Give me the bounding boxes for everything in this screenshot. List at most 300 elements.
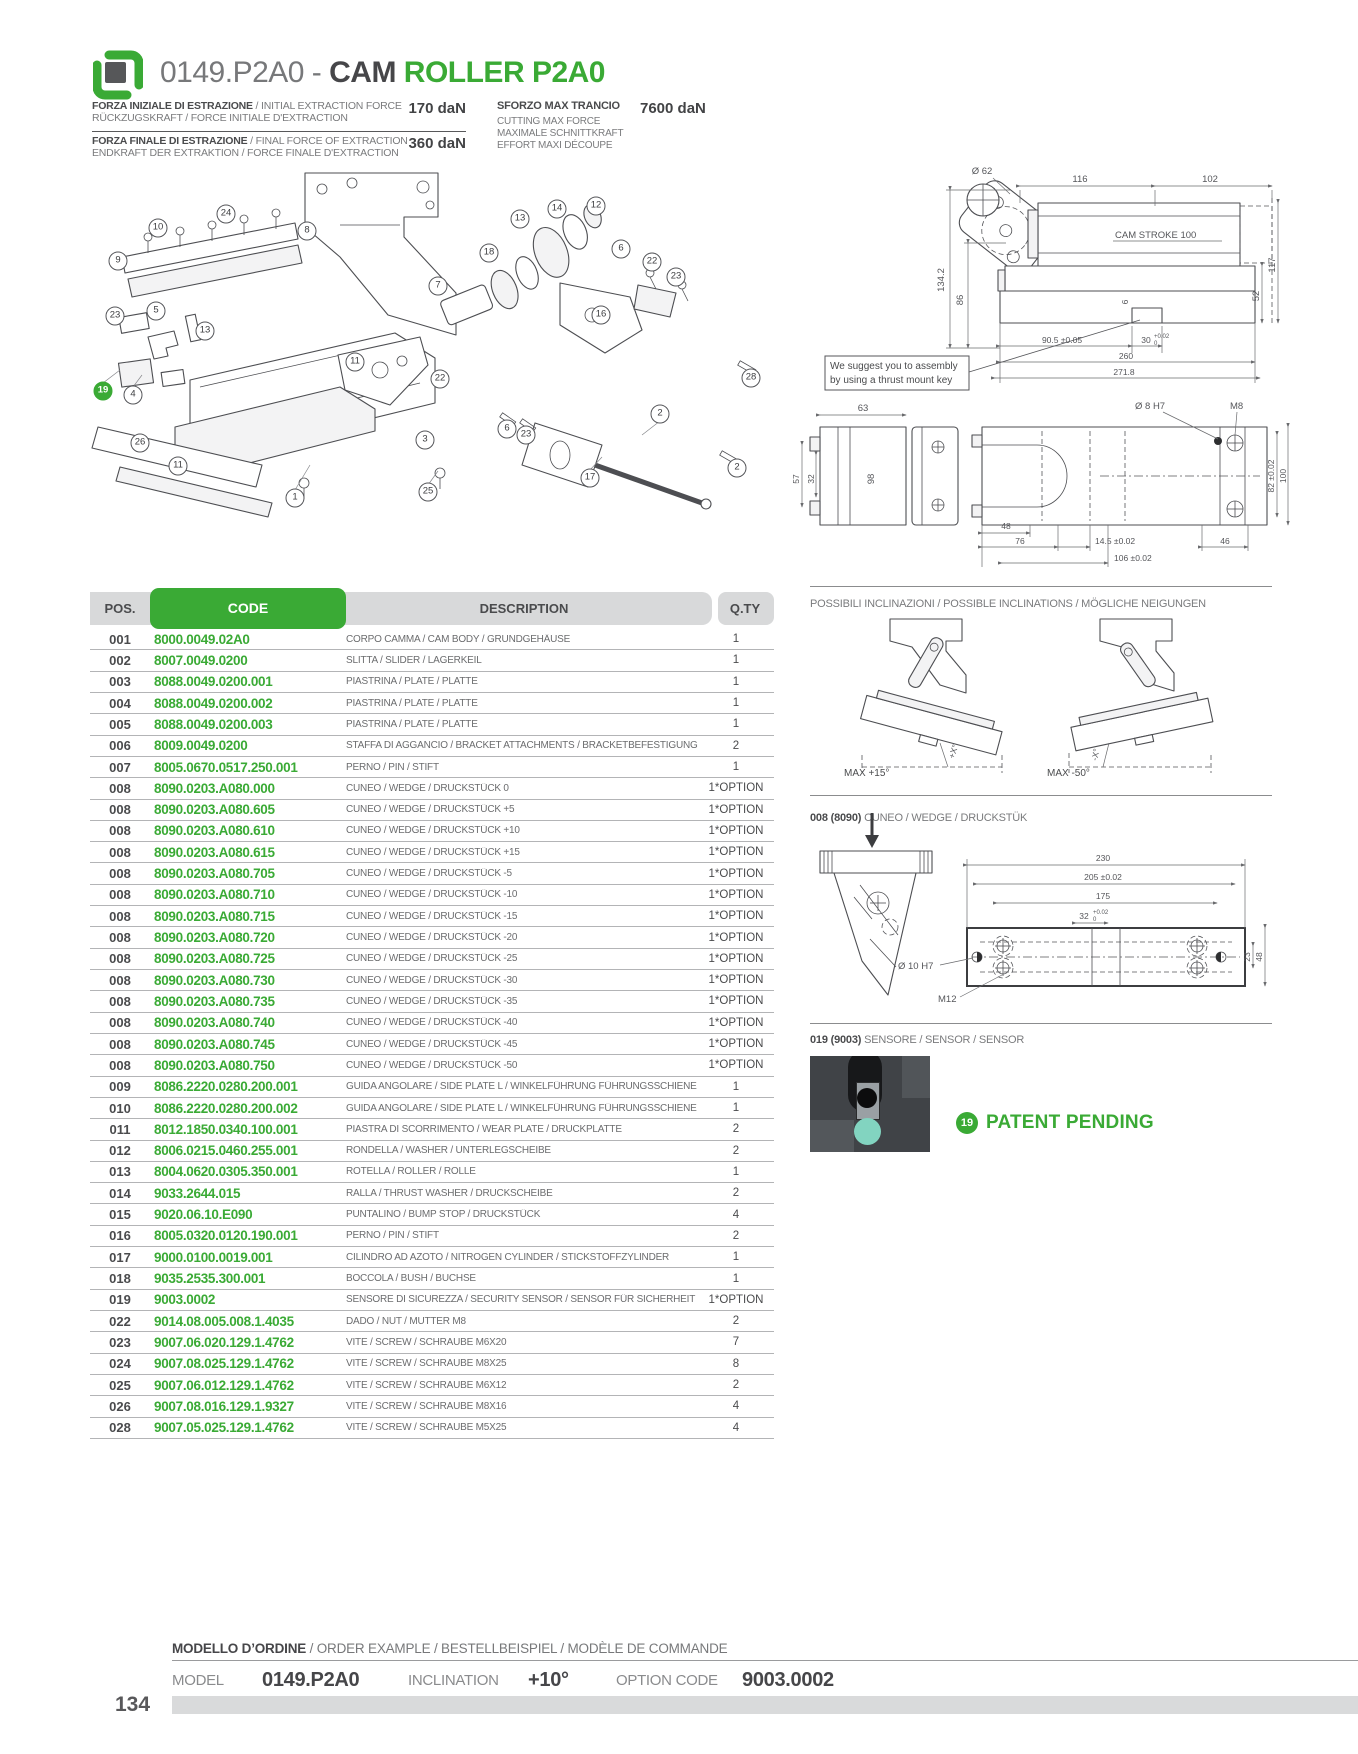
- cell-pos: 016: [109, 1228, 131, 1244]
- cell-qty: 2: [732, 1144, 740, 1157]
- dim-76: 76: [1015, 536, 1025, 546]
- cell-qty: 4: [732, 1400, 740, 1413]
- spec-final-it: FORZA FINALE DI ESTRAZIONE: [92, 135, 248, 147]
- cell-code: 8090.0203.A080.730: [154, 972, 275, 988]
- angle-plus-label: +X°: [946, 743, 961, 760]
- cell-qty: 1*OPTION: [708, 974, 764, 987]
- table-row: [90, 1396, 774, 1417]
- col-header-code: CODE: [150, 588, 346, 629]
- table-row: [90, 800, 774, 821]
- table-row: [90, 1354, 774, 1375]
- table-row: [90, 863, 774, 884]
- cell-pos: 018: [109, 1271, 131, 1287]
- brand-logo-icon: [93, 50, 143, 100]
- cell-qty: 8: [732, 1357, 740, 1370]
- dim-205: 205 ±0.02: [1084, 872, 1122, 882]
- cell-qty: 2: [732, 739, 740, 752]
- cell-pos: 007: [109, 759, 131, 775]
- cell-pos: 008: [109, 844, 131, 860]
- cell-code: 8000.0049.02A0: [154, 631, 250, 647]
- cell-description: BOCCOLA / BUSH / BUCHSE: [346, 1273, 476, 1285]
- max-plus-label: MAX +15°: [844, 768, 890, 779]
- table-row: [90, 1034, 774, 1055]
- exploded-view-diagram: [90, 165, 780, 585]
- part-balloon-2: 2: [651, 405, 670, 424]
- cell-qty: 7: [732, 1336, 740, 1349]
- part-balloon-3: 3: [416, 431, 435, 450]
- dim-260: 260: [1118, 351, 1134, 361]
- wedge-title-bold: 008 (8090): [810, 812, 862, 824]
- spec-initial-l2: RÜCKZUGSKRAFT / FORCE INITIALE D'EXTRACTION: [92, 112, 348, 124]
- cell-pos: 008: [109, 951, 131, 967]
- cell-code: 9003.0002: [154, 1292, 216, 1308]
- dim-32w: 32: [1079, 911, 1089, 921]
- cell-code: 8088.0049.0200.001: [154, 674, 273, 690]
- cell-description: CILINDRO AD AZOTO / NITROGEN CYLINDER / STICKSTOFFZYLINDER: [346, 1251, 670, 1263]
- dim-57: 57: [791, 474, 801, 484]
- part-balloon-1: 1: [286, 489, 305, 508]
- cell-code: 8090.0203.A080.720: [154, 930, 275, 946]
- cell-pos: 026: [109, 1398, 131, 1414]
- cell-pos: 012: [109, 1143, 131, 1159]
- cell-description: VITE / SCREW / SCHRAUBE M8X16: [346, 1400, 507, 1412]
- cell-pos: 017: [109, 1249, 131, 1265]
- cell-qty: 1: [732, 675, 740, 688]
- part-balloon-13: 13: [511, 210, 530, 229]
- cell-qty: 1*OPTION: [708, 824, 764, 837]
- dim-106: 106 ±0.02: [1114, 553, 1152, 563]
- table-row: [90, 629, 774, 650]
- cell-code: 8007.0049.0200: [154, 652, 248, 668]
- cell-pos: 008: [109, 1057, 131, 1073]
- cell-description: VITE / SCREW / SCHRAUBE M6X12: [346, 1379, 507, 1391]
- col-header-description: DESCRIPTION: [479, 601, 569, 616]
- order-example-title: [172, 1641, 727, 1656]
- sensor-marker-dot: [854, 1118, 881, 1145]
- wedge-title-rest: CUNEO / WEDGE / DRUCKSTÜK: [861, 812, 1028, 824]
- table-row: [90, 736, 774, 757]
- spec-initial-en: / INITIAL EXTRACTION FORCE: [252, 100, 402, 112]
- part-balloon-14: 14: [548, 200, 567, 219]
- cell-description: CUNEO / WEDGE / DRUCKSTÜCK +15: [346, 846, 520, 858]
- cell-code: 8086.2220.0280.200.001: [154, 1079, 298, 1095]
- front-view-drawing: [790, 395, 1290, 575]
- cell-code: 8090.0203.A080.715: [154, 908, 275, 924]
- table-row: [90, 1141, 774, 1162]
- patent-badge-19: 19: [956, 1112, 978, 1134]
- dim-145: 14.5 ±0.02: [1095, 536, 1136, 546]
- table-row: [90, 714, 774, 735]
- cutting-spec: [497, 100, 707, 152]
- cell-code: 8090.0203.A080.605: [154, 802, 275, 818]
- spec-initial: [92, 100, 466, 128]
- cell-pos: 008: [109, 780, 131, 796]
- cell-qty: 1*OPTION: [708, 782, 764, 795]
- cell-code: 8088.0049.0200.002: [154, 695, 273, 711]
- cell-qty: 1*OPTION: [708, 1038, 764, 1051]
- sensor-title-rest: SENSORE / SENSOR / SENSOR: [861, 1034, 1025, 1046]
- cell-description: CUNEO / WEDGE / DRUCKSTÜCK -45: [346, 1038, 518, 1050]
- dim-46: 46: [1220, 536, 1230, 546]
- dim-82: 82 ±0.02: [1266, 459, 1276, 493]
- dim-100: 100: [1278, 468, 1288, 484]
- cell-qty: 1*OPTION: [708, 803, 764, 816]
- table-row: [90, 1311, 774, 1332]
- cell-code: 8090.0203.A080.740: [154, 1015, 275, 1031]
- cell-code: 9007.05.025.129.1.4762: [154, 1420, 294, 1436]
- cell-description: VITE / SCREW / SCHRAUBE M6X20: [346, 1336, 507, 1348]
- cell-qty: 1: [732, 697, 740, 710]
- product-name-bold: CAM: [329, 56, 404, 89]
- cell-code: 8090.0203.A080.725: [154, 951, 275, 967]
- table-row: [90, 1098, 774, 1119]
- table-row: [90, 1162, 774, 1183]
- cell-pos: 005: [109, 716, 131, 732]
- part-balloon-22: 22: [431, 370, 450, 389]
- cell-qty: 2: [732, 1379, 740, 1392]
- page-number: 134: [115, 1693, 151, 1716]
- cell-code: 8005.0670.0517.250.001: [154, 759, 298, 775]
- part-balloon-23: 23: [667, 268, 686, 287]
- part-balloon-12: 12: [587, 197, 606, 216]
- cell-description: SENSORE DI SICUREZZA / SECURITY SENSOR / SENSOR FÜR SICHERHEIT: [346, 1294, 696, 1306]
- dim-2718: 271.8: [1113, 367, 1135, 377]
- inclinations-title: POSSIBILI INCLINAZIONI / POSSIBLE INCLINATIONS / MÖGLICHE NEIGUNGEN: [810, 598, 1206, 610]
- sensor-title-bold: 019 (9003): [810, 1034, 862, 1046]
- page-title: [160, 56, 605, 90]
- option-code-value: 9003.0002: [742, 1669, 834, 1691]
- cell-qty: 1*OPTION: [708, 1293, 764, 1306]
- cell-description: VITE / SCREW / SCHRAUBE M8X25: [346, 1358, 507, 1370]
- assembly-note-line2: by using a thrust mount key: [830, 375, 953, 386]
- cell-code: 9007.06.020.129.1.4762: [154, 1334, 294, 1350]
- cell-description: PIASTRINA / PLATE / PLATTE: [346, 697, 478, 709]
- footer-rule: [172, 1660, 1358, 1661]
- cutting-l4: EFFORT MAXI DÉCOUPE: [497, 140, 613, 151]
- cell-code: 8090.0203.A080.610: [154, 823, 275, 839]
- cell-description: DADO / NUT / MUTTER M8: [346, 1315, 466, 1327]
- cell-description: PIASTRA DI SCORRIMENTO / WEAR PLATE / DRUCKPLATTE: [346, 1123, 622, 1135]
- table-row: [90, 949, 774, 970]
- dim-23: 23: [1242, 952, 1252, 962]
- side-view-drawing: [810, 148, 1285, 393]
- cell-pos: 008: [109, 993, 131, 1009]
- part-balloon-25: 25: [419, 483, 438, 502]
- dim-m12: M12: [938, 994, 957, 1005]
- cell-code: 8090.0203.A080.000: [154, 780, 275, 796]
- cell-qty: 1*OPTION: [708, 888, 764, 901]
- col-header-pos: POS.: [104, 601, 136, 616]
- dim-175: 175: [1095, 891, 1111, 901]
- table-row: [90, 1226, 774, 1247]
- spec-initial-value: 170 daN: [408, 100, 466, 117]
- cell-code: 8090.0203.A080.735: [154, 993, 275, 1009]
- part-balloon-4: 4: [124, 386, 143, 405]
- cell-description: GUIDA ANGOLARE / SIDE PLATE L / WINKELFÜHRUNG FÜHRUNGSSCHIENE: [346, 1081, 697, 1093]
- table-row: [90, 693, 774, 714]
- part-balloon-17: 17: [581, 469, 600, 488]
- section-divider-1: [810, 586, 1272, 587]
- cell-pos: 010: [109, 1100, 131, 1116]
- part-balloon-28: 28: [742, 369, 761, 388]
- spec-initial-it: FORZA INIZIALE DI ESTRAZIONE: [92, 100, 253, 112]
- part-balloon-11: 11: [346, 353, 365, 372]
- cell-qty: 2: [732, 1123, 740, 1136]
- cell-pos: 022: [109, 1313, 131, 1329]
- cell-pos: 028: [109, 1420, 131, 1436]
- sensor-lens: [857, 1088, 877, 1108]
- table-row: [90, 1013, 774, 1034]
- part-balloon-9: 9: [109, 252, 128, 271]
- inclination-value: +10°: [528, 1669, 569, 1691]
- cell-pos: 015: [109, 1207, 131, 1223]
- table-row: [90, 1375, 774, 1396]
- table-row: [90, 778, 774, 799]
- cell-pos: 019: [109, 1292, 131, 1308]
- cutting-title: SFORZO MAX TRANCIO: [497, 100, 620, 112]
- cutting-l2: CUTTING MAX FORCE: [497, 116, 601, 127]
- cell-description: PIASTRINA / PLATE / PLATTE: [346, 676, 478, 688]
- part-balloon-8: 8: [298, 222, 317, 241]
- max-minus-label: MAX -50°: [1047, 768, 1090, 779]
- cell-description: CUNEO / WEDGE / DRUCKSTÜCK -10: [346, 889, 518, 901]
- dim-dia8: Ø 8 H7: [1135, 401, 1166, 412]
- part-balloon-23: 23: [106, 307, 125, 326]
- table-row: [90, 1332, 774, 1353]
- cell-code: 8090.0203.A080.615: [154, 844, 275, 860]
- cell-code: 9007.06.012.129.1.4762: [154, 1377, 294, 1393]
- cell-description: CUNEO / WEDGE / DRUCKSTÜCK +10: [346, 825, 520, 837]
- table-row: [90, 1055, 774, 1076]
- dim-6: 6: [1120, 299, 1130, 305]
- sensor-title: [810, 1034, 1024, 1046]
- inclination-minus-drawing: [1045, 615, 1225, 780]
- sensor-photo: [810, 1056, 930, 1152]
- cell-pos: 025: [109, 1377, 131, 1393]
- spec-final-l2: ENDKRAFT DER EXTRAKTION / FORCE FINALE D'EXTRACTION: [92, 147, 399, 159]
- cell-pos: 011: [109, 1121, 131, 1137]
- cell-qty: 1*OPTION: [708, 910, 764, 923]
- cell-description: CUNEO / WEDGE / DRUCKSTÜCK -35: [346, 995, 518, 1007]
- cell-qty: 1: [732, 633, 740, 646]
- assembly-note-line1: We suggest you to assembly: [830, 361, 958, 372]
- table-row: [90, 991, 774, 1012]
- cell-description: CUNEO / WEDGE / DRUCKSTÜCK -50: [346, 1059, 518, 1071]
- dim-30-tol: +0.02 0: [1154, 334, 1170, 347]
- cell-qty: 1: [732, 1272, 740, 1285]
- cell-qty: 2: [732, 1315, 740, 1328]
- cell-pos: 014: [109, 1185, 131, 1201]
- cell-description: PIASTRINA / PLATE / PLATTE: [346, 718, 478, 730]
- patent-pending-label: PATENT PENDING: [986, 1112, 1154, 1133]
- table-row: [90, 1268, 774, 1289]
- cell-code: 9035.2535.300.001: [154, 1271, 266, 1287]
- cell-qty: 1: [732, 761, 740, 774]
- cell-description: CUNEO / WEDGE / DRUCKSTÜCK -15: [346, 910, 518, 922]
- cutting-l3: MAXIMALE SCHNITTKRAFT: [497, 128, 624, 139]
- photo-shadow-block: [810, 1120, 854, 1152]
- cell-description: PERNO / PIN / STIFT: [346, 1230, 439, 1242]
- cell-pos: 008: [109, 866, 131, 882]
- cell-pos: 008: [109, 908, 131, 924]
- cell-code: 9014.08.005.008.1.4035: [154, 1313, 294, 1329]
- cell-description: CORPO CAMMA / CAM BODY / GRUNDGEHÄUSE: [346, 633, 571, 645]
- cell-qty: 4: [732, 1208, 740, 1221]
- cell-code: 8006.0215.0460.255.001: [154, 1143, 298, 1159]
- cell-code: 8009.0049.0200: [154, 738, 248, 754]
- table-row: [90, 970, 774, 991]
- cell-code: 8005.0320.0120.190.001: [154, 1228, 298, 1244]
- cell-description: CUNEO / WEDGE / DRUCKSTÜCK -30: [346, 974, 518, 986]
- cell-qty: 2: [732, 1229, 740, 1242]
- dim-m8: M8: [1230, 401, 1244, 412]
- table-row: [90, 1247, 774, 1268]
- cell-pos: 001: [109, 631, 131, 647]
- cell-qty: 1: [732, 1080, 740, 1093]
- inclination-label: INCLINATION: [408, 1672, 499, 1689]
- cell-qty: 1: [732, 1251, 740, 1264]
- dim-52: 52: [1251, 290, 1262, 302]
- table-row: [90, 1119, 774, 1140]
- dim-63: 63: [857, 403, 869, 414]
- cell-description: GUIDA ANGOLARE / SIDE PLATE L / WINKELFÜHRUNG FÜHRUNGSSCHIENE: [346, 1102, 697, 1114]
- cell-pos: 008: [109, 887, 131, 903]
- cell-description: RONDELLA / WASHER / UNTERLEGSCHEIBE: [346, 1145, 551, 1157]
- part-balloon-22: 22: [643, 253, 662, 272]
- cell-code: 9007.08.025.129.1.4762: [154, 1356, 294, 1372]
- cell-pos: 008: [109, 1036, 131, 1052]
- dim-dia10: Ø 10 H7: [898, 961, 934, 972]
- cell-description: CUNEO / WEDGE / DRUCKSTÜCK -40: [346, 1017, 518, 1029]
- table-row: [90, 927, 774, 948]
- part-balloon-7: 7: [429, 277, 448, 296]
- cell-code: 8090.0203.A080.710: [154, 887, 275, 903]
- dim-48w: 48: [1254, 952, 1264, 962]
- cell-description: CUNEO / WEDGE / DRUCKSTÜCK 0: [346, 782, 509, 794]
- cell-pos: 008: [109, 972, 131, 988]
- cell-code: 9033.2644.015: [154, 1185, 241, 1201]
- table-row: [90, 906, 774, 927]
- dim-134: 134.2: [936, 268, 947, 292]
- dim-cam-stroke: CAM STROKE 100: [1115, 230, 1197, 241]
- dim-116: 116: [1072, 174, 1088, 185]
- table-row: [90, 1204, 774, 1225]
- cell-qty: 4: [732, 1421, 740, 1434]
- cutting-value: 7600 daN: [640, 100, 706, 117]
- table-row: [90, 821, 774, 842]
- cell-description: STAFFA DI AGGANCIO / BRACKET ATTACHMENTS / BRACKETBEFESTIGUNG: [346, 740, 698, 752]
- spec-divider: [92, 131, 466, 132]
- cell-pos: 013: [109, 1164, 131, 1180]
- col-header-qty: Q.TY: [729, 601, 761, 616]
- product-name-green: ROLLER P2A0: [403, 56, 605, 89]
- extraction-specs: [92, 100, 466, 163]
- cell-qty: 1*OPTION: [708, 846, 764, 859]
- part-balloon-26: 26: [131, 434, 150, 453]
- section-divider-2: [810, 795, 1272, 796]
- part-balloon-6: 6: [612, 240, 631, 259]
- cell-code: 8088.0049.0200.003: [154, 716, 273, 732]
- table-row: [90, 650, 774, 671]
- dim-230: 230: [1095, 853, 1111, 863]
- part-balloon-5: 5: [147, 302, 166, 321]
- cell-description: PERNO / PIN / STIFT: [346, 761, 439, 773]
- cell-pos: 003: [109, 674, 131, 690]
- parts-table-body: [90, 629, 774, 1439]
- cell-pos: 008: [109, 930, 131, 946]
- balloon-layer: [90, 165, 780, 585]
- cell-description: VITE / SCREW / SCHRAUBE M5X25: [346, 1422, 507, 1434]
- cell-pos: 023: [109, 1334, 131, 1350]
- cell-description: CUNEO / WEDGE / DRUCKSTÜCK +5: [346, 804, 515, 816]
- cell-qty: 1: [732, 1102, 740, 1115]
- cell-description: SLITTA / SLIDER / LAGERKEIL: [346, 654, 482, 666]
- photo-shadow-block2: [902, 1056, 930, 1098]
- table-row: [90, 672, 774, 693]
- cell-code: 9020.06.10.E090: [154, 1207, 253, 1223]
- cell-pos: 004: [109, 695, 131, 711]
- cell-pos: 002: [109, 652, 131, 668]
- cell-code: 8090.0203.A080.745: [154, 1036, 275, 1052]
- dim-dia62: Ø 62: [971, 166, 993, 177]
- part-balloon-11: 11: [169, 457, 188, 476]
- cell-pos: 008: [109, 802, 131, 818]
- cell-code: 9000.0100.0019.001: [154, 1249, 273, 1265]
- spec-final-en: / FINAL FORCE OF EXTRACTION: [247, 135, 408, 147]
- cell-code: 8012.1850.0340.100.001: [154, 1121, 298, 1137]
- spec-final-value: 360 daN: [408, 135, 466, 152]
- part-balloon-24: 24: [217, 205, 236, 224]
- part-balloon-6: 6: [498, 420, 517, 439]
- cell-code: 8090.0203.A080.705: [154, 866, 275, 882]
- cell-description: ROTELLA / ROLLER / ROLLE: [346, 1166, 476, 1178]
- cell-qty: 1: [732, 654, 740, 667]
- dim-905: 90.5 ±0.05: [1041, 335, 1083, 345]
- cell-code: 8004.0620.0305.350.001: [154, 1164, 298, 1180]
- part-balloon-13: 13: [196, 322, 215, 341]
- cell-description: CUNEO / WEDGE / DRUCKSTÜCK -5: [346, 868, 512, 880]
- option-code-label: OPTION CODE: [616, 1672, 718, 1689]
- table-row: [90, 1418, 774, 1439]
- cell-code: 8090.0203.A080.750: [154, 1057, 275, 1073]
- inclination-plus-drawing: [840, 615, 1020, 780]
- table-row: [90, 757, 774, 778]
- part-balloon-2: 2: [728, 459, 747, 478]
- dim-48: 48: [1001, 521, 1011, 531]
- dim-32m: 32: [806, 474, 816, 484]
- cell-description: CUNEO / WEDGE / DRUCKSTÜCK -20: [346, 932, 518, 944]
- dim-102: 102: [1202, 174, 1218, 185]
- wedge-drawing: [810, 805, 1270, 1015]
- cell-code: 9007.08.016.129.1.9327: [154, 1398, 294, 1414]
- cell-qty: 1*OPTION: [708, 931, 764, 944]
- model-value: 0149.P2A0: [262, 1669, 360, 1691]
- order-title-rest: / ORDER EXAMPLE / BESTELLBEISPIEL / MODÈLE DE COMMANDE: [306, 1641, 728, 1656]
- table-row: [90, 1077, 774, 1098]
- part-balloon-18: 18: [480, 244, 499, 263]
- cell-description: CUNEO / WEDGE / DRUCKSTÜCK -25: [346, 953, 518, 965]
- part-balloon-16: 16: [592, 306, 611, 325]
- section-divider-3: [810, 1023, 1272, 1024]
- table-row: [90, 885, 774, 906]
- dim-98: 98: [866, 473, 877, 485]
- footer-bar: [172, 1696, 1358, 1714]
- cell-description: RALLA / THRUST WASHER / DRUCKSCHEIBE: [346, 1187, 553, 1199]
- cell-qty: 1*OPTION: [708, 995, 764, 1008]
- cell-qty: 1: [732, 718, 740, 731]
- table-row: [90, 842, 774, 863]
- cell-pos: 008: [109, 1015, 131, 1031]
